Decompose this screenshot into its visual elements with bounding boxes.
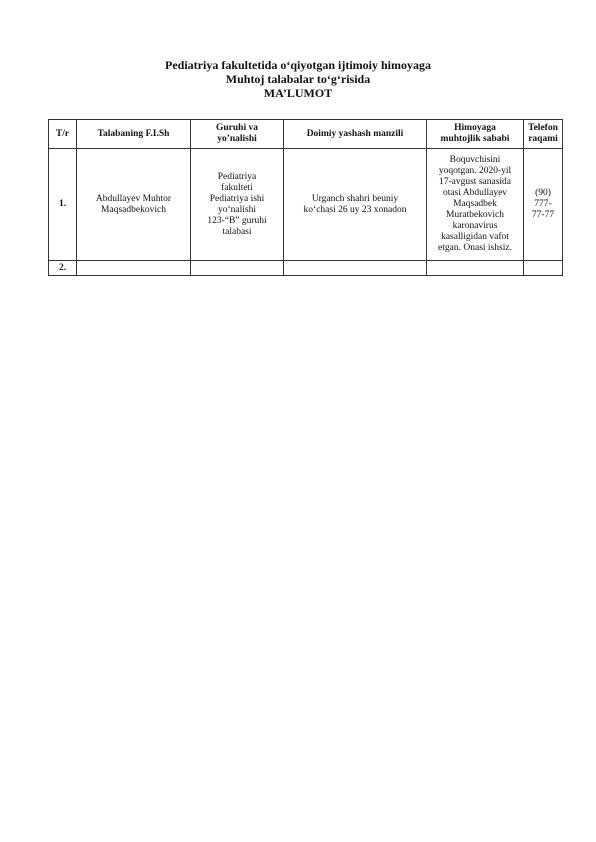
- header-reason: [427, 120, 524, 149]
- cell-text-line: muhtojlik sababi: [440, 134, 510, 144]
- cell-text-line: 123-“B” guruhi: [207, 215, 267, 226]
- header-number: [49, 120, 77, 149]
- cell-text-line: Telefon: [528, 123, 558, 133]
- cell-text-line: (90) 777-: [534, 188, 552, 209]
- header-group: [191, 120, 284, 149]
- row-number: 1.: [49, 149, 77, 261]
- student-name-cell: [77, 149, 191, 261]
- cell-text-line: Doimiy yashash manzili: [306, 128, 404, 139]
- phone-cell: [524, 261, 563, 276]
- cell-text-line: etgan. Onasi ishsiz.: [438, 243, 512, 253]
- cell-text-line: otasi Abdullayev: [442, 188, 508, 198]
- group-cell: [191, 261, 284, 276]
- header-address: [284, 120, 427, 149]
- group-cell: [191, 149, 284, 261]
- student-name-cell: [77, 261, 191, 276]
- cell-text-line: Talabaning F.I.Sh: [97, 128, 170, 139]
- table-row: [49, 149, 563, 261]
- cell-text-line: 17-avgust sanasida: [438, 177, 512, 187]
- title-line-3: MA’LUMOT: [263, 86, 333, 100]
- reason-cell: [427, 149, 524, 261]
- title-line-1: Pediatriya fakultetida o‘qiyotgan ijtimoiy himoyaga: [165, 58, 431, 72]
- cell-text-line: Abdullayev Muhtor: [95, 193, 172, 204]
- cell-text-line: Himoyaga: [454, 123, 496, 133]
- cell-text-line: T/r: [55, 128, 70, 139]
- reason-cell: [427, 261, 524, 276]
- table-header-row: [49, 120, 563, 149]
- phone-cell: [524, 149, 563, 261]
- cell-text-line: Pediatriya ishi: [209, 193, 265, 204]
- cell-text-line: yo’nalishi: [217, 134, 257, 144]
- cell-text-line: Guruhi va: [216, 123, 258, 133]
- cell-text-line: Pediatriya: [217, 171, 257, 182]
- cell-text-line: talabasi: [222, 226, 252, 237]
- address-cell: [284, 261, 427, 276]
- cell-text-line: karonavirus: [452, 221, 498, 231]
- cell-text-line: Muratbekovich: [445, 210, 505, 220]
- header-phone: [524, 120, 563, 149]
- cell-text-line: yo‘nalishi: [218, 204, 256, 215]
- cell-text-line: kasalligidan vafot: [441, 232, 509, 242]
- students-table: [48, 119, 563, 276]
- cell-text-line: yoqotgan. 2020-yil: [438, 166, 512, 176]
- cell-text-line: Maqsadbek: [453, 199, 497, 209]
- address-cell: [284, 149, 427, 261]
- cell-text-line: ko‘chasi 26 uy 23 xonadon: [303, 204, 407, 215]
- cell-text-line: Urganch shahri beuniy: [311, 193, 399, 204]
- cell-text-line: Maqsadbekovich: [101, 204, 166, 215]
- document-title: [0, 58, 596, 100]
- row-number: 2.: [49, 261, 77, 276]
- cell-text-line: raqami: [528, 134, 558, 144]
- header-name: [77, 120, 191, 149]
- title-line-2: Muhtoj talabalar to‘g‘risida: [225, 72, 371, 86]
- cell-text-line: Boquvchisini: [449, 155, 501, 165]
- cell-text-line: 77-77: [531, 210, 555, 220]
- cell-text-line: fakulteti: [221, 182, 253, 193]
- table-row: [49, 261, 563, 276]
